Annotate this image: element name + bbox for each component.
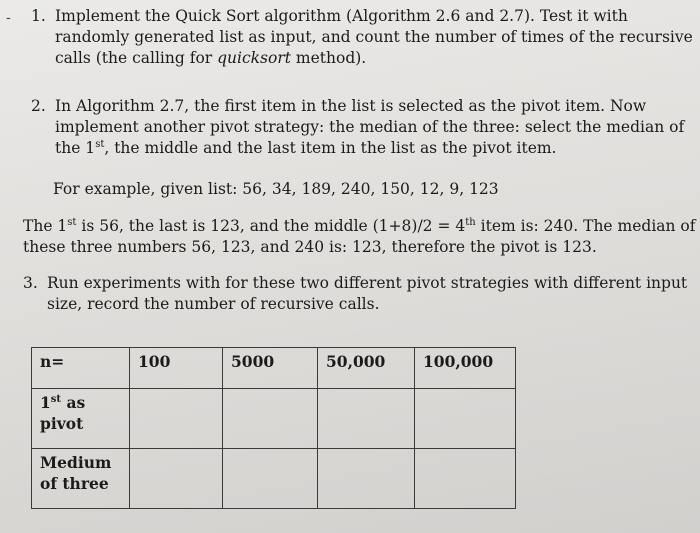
header-100000: 100,000 — [415, 348, 516, 389]
question-1-text: Implement the Quick Sort algorithm (Algorithm 2.6 and 2.7). Test it with randomly generated list as input, and count the number of times of the recursive calls (the calling for quicksort method). — [55, 7, 693, 67]
question-3-number: 3. — [23, 274, 38, 292]
table-header-row — [32, 348, 516, 389]
table-cell — [130, 449, 223, 509]
question-2 — [31, 96, 699, 159]
question-1 — [31, 6, 699, 69]
results-table — [31, 347, 516, 509]
question-2-text: In Algorithm 2.7, the first item in the list is selected as the pivot item. Now implement another pivot strategy: the median of the three: select the median of the 1st, the middle and the last item in the list as the pivot item. — [55, 97, 685, 157]
table-cell — [415, 449, 516, 509]
row-label-first-pivot: 1st as pivot — [32, 389, 130, 449]
pivot-explanation: The 1st is 56, the last is 123, and the middle (1+8)/2 = 4th item is: 240. The median of these three numbers 56, 123, and 240 is: 123, therefore the pivot is 123. — [23, 216, 696, 256]
example-line: For example, given list: 56, 34, 189, 240, 150, 12, 9, 123 — [53, 180, 499, 198]
header-n: n= — [32, 348, 130, 389]
table-row — [32, 389, 516, 449]
question-1-number: 1. — [31, 7, 46, 25]
table-cell — [130, 389, 223, 449]
header-100: 100 — [130, 348, 223, 389]
header-5000: 5000 — [223, 348, 318, 389]
row-label-median-of-three: Medium of three — [32, 449, 130, 509]
question-2-number: 2. — [31, 97, 46, 115]
question-3 — [23, 273, 700, 315]
header-50000: 50,000 — [318, 348, 415, 389]
table-cell — [318, 449, 415, 509]
table-row — [32, 449, 516, 509]
table-cell — [415, 389, 516, 449]
table-cell — [318, 389, 415, 449]
question-3-text: Run experiments with for these two different pivot strategies with different input size, record the number of recursive calls. — [47, 274, 688, 313]
quicksort-emphasis: quicksort — [217, 49, 291, 67]
table-cell — [223, 449, 318, 509]
margin-dash: - — [6, 10, 11, 26]
table-cell — [223, 389, 318, 449]
